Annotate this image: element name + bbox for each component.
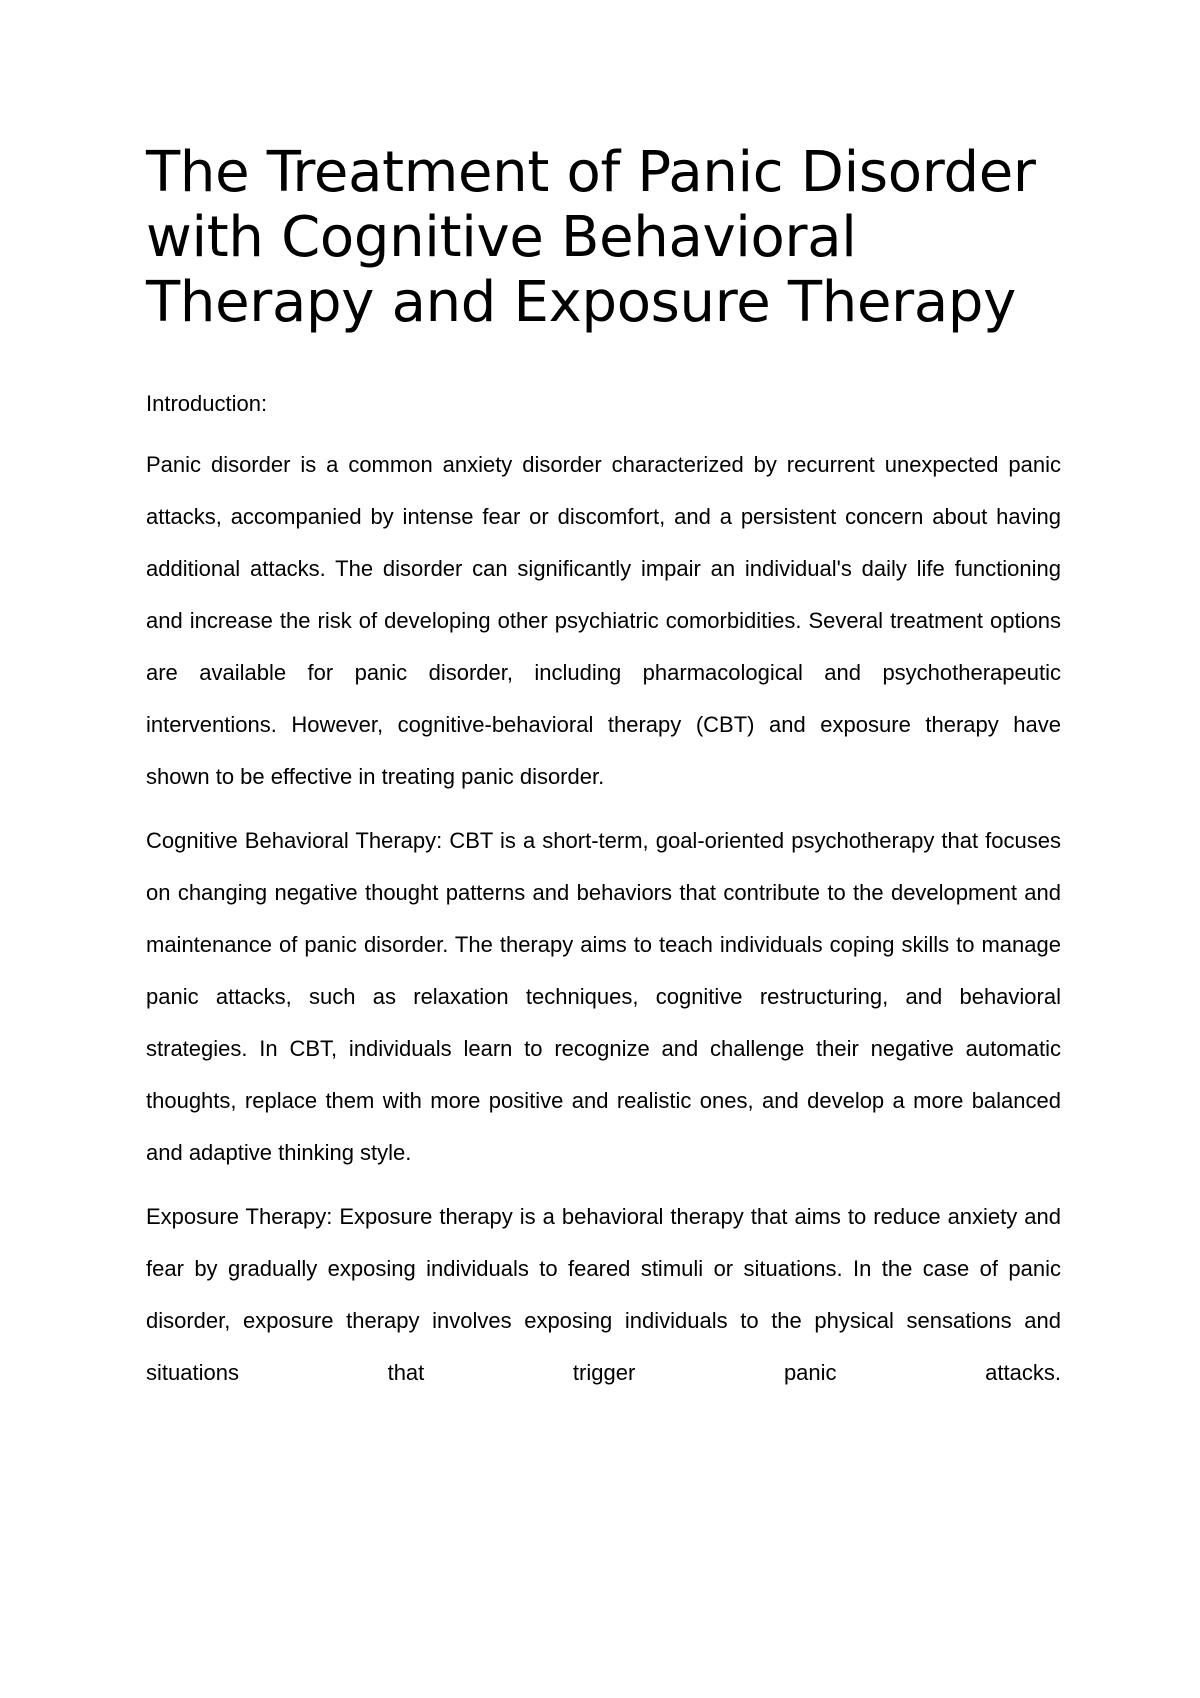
document-page bbox=[146, 140, 1061, 1399]
paragraph-introduction: Panic disorder is a common anxiety disorder characterized by recurrent unexpected panic attacks, accompanied by intense fear or discomfort, and a persistent concern about having additional attacks. The disorder can significantly impair an individual's daily life functioning and increase the risk of developing other psychiatric comorbidities. Several treatment options are available for panic disorder, including pharmacological and psychotherapeutic interventions. However, cognitive-behavioral therapy (CBT) and exposure therapy have shown to be effective in treating panic disorder. bbox=[146, 452, 1061, 789]
document-title: The Treatment of Panic Disorder with Cognitive Behavioral Therapy and Exposure Therapy bbox=[146, 140, 1036, 335]
paragraph-cbt: Cognitive Behavioral Therapy: CBT is a short-term, goal-oriented psychotherapy that focuses on changing negative thought patterns and behaviors that contribute to the development and maintenance of panic disorder. The therapy aims to teach individuals coping skills to manage panic attacks, such as relaxation techniques, cognitive restructuring, and behavioral strategies. In CBT, individuals learn to recognize and challenge their negative automatic thoughts, replace them with more positive and realistic ones, and develop a more balanced and adaptive thinking style. bbox=[146, 828, 1061, 1165]
introduction-heading: Introduction: bbox=[146, 391, 268, 416]
paragraph-exposure-therapy: Exposure Therapy: Exposure therapy is a behavioral therapy that aims to reduce anxiety and fear by gradually exposing individuals to feared stimuli or situations. In the case of panic disorder, exposure therapy involves exposing individuals to the physical sensations and situations that trigger panic attacks. bbox=[146, 1204, 1061, 1385]
